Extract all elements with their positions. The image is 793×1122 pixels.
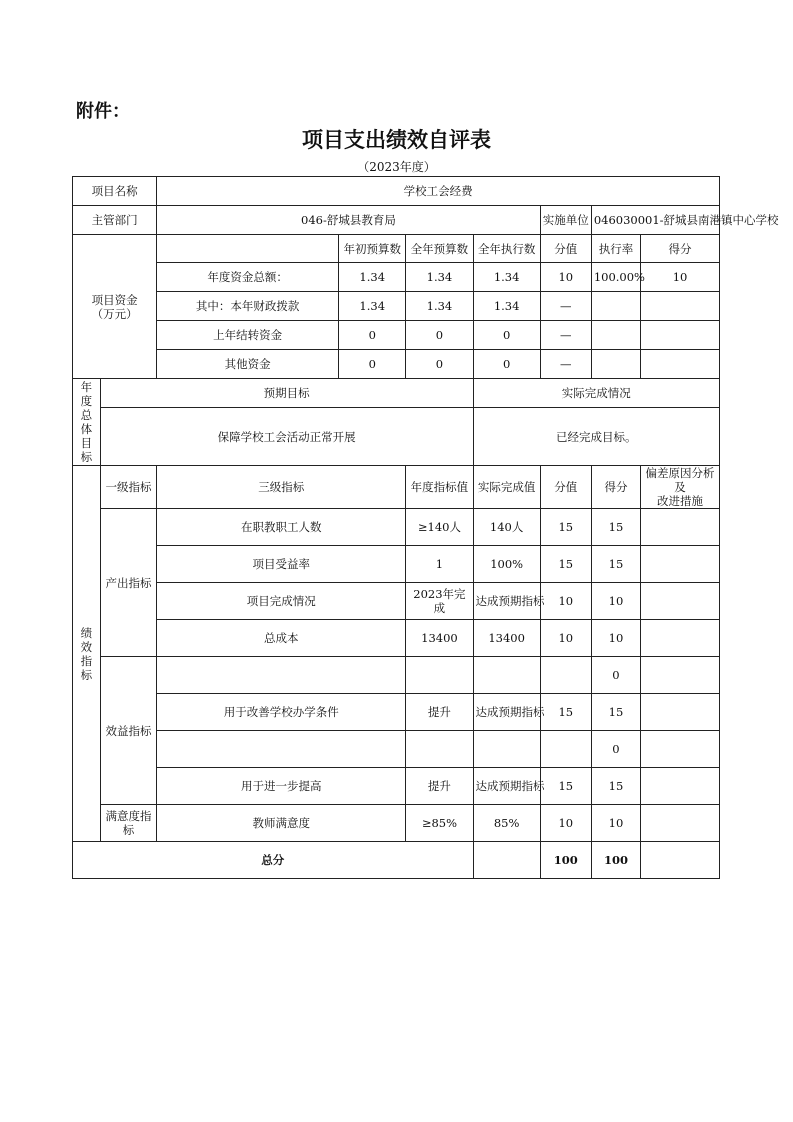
funds-header-blank bbox=[157, 235, 339, 263]
funds-executed: 0 bbox=[473, 350, 540, 379]
perf-indicator: 项目完成情况 bbox=[157, 583, 406, 620]
perf-value: 15 bbox=[540, 546, 591, 583]
performance-row bbox=[73, 509, 720, 546]
perf-indicator: 总成本 bbox=[157, 620, 406, 657]
perf-header: 年度指标值 bbox=[406, 466, 473, 509]
goals-actual-header: 实际完成情况 bbox=[473, 379, 719, 408]
perf-note bbox=[641, 768, 720, 805]
total-note bbox=[641, 842, 720, 879]
funds-header: 全年预算数 bbox=[406, 235, 473, 263]
perf-note bbox=[641, 583, 720, 620]
funds-initial: 1.34 bbox=[339, 263, 406, 292]
perf-indicator: 用于改善学校办学条件 bbox=[157, 694, 406, 731]
perf-header: 一级指标 bbox=[100, 466, 156, 509]
goals-expected-header: 预期目标 bbox=[100, 379, 473, 408]
perf-actual bbox=[473, 657, 540, 694]
perf-actual: 13400 bbox=[473, 620, 540, 657]
perf-header: 偏差原因分析及 改进措施 bbox=[641, 466, 720, 509]
funds-row-label: 其中：本年财政拨款 bbox=[157, 292, 339, 321]
perf-indicator: 项目受益率 bbox=[157, 546, 406, 583]
unit-label: 实施单位 bbox=[540, 206, 591, 235]
funds-executed: 1.34 bbox=[473, 292, 540, 321]
perf-actual: 85% bbox=[473, 805, 540, 842]
unit-value: 046030001-舒城县南港镇中心学校 bbox=[591, 206, 719, 235]
perf-target: 提升 bbox=[406, 768, 473, 805]
perf-indicator: 在职教职工人数 bbox=[157, 509, 406, 546]
funds-rate: 100.00% bbox=[591, 263, 640, 292]
performance-row bbox=[73, 583, 720, 620]
dept-value: 046-舒城县教育局 bbox=[157, 206, 541, 235]
perf-group-name: 满意度指 标 bbox=[100, 805, 156, 842]
funds-annual: 0 bbox=[406, 321, 473, 350]
perf-score: 10 bbox=[591, 583, 640, 620]
perf-score: 10 bbox=[591, 805, 640, 842]
perf-note bbox=[641, 731, 720, 768]
performance-row bbox=[73, 731, 720, 768]
perf-note bbox=[641, 546, 720, 583]
funds-score-value: 10 bbox=[540, 263, 591, 292]
perf-indicator: 教师满意度 bbox=[157, 805, 406, 842]
funds-executed: 0 bbox=[473, 321, 540, 350]
perf-score: 15 bbox=[591, 768, 640, 805]
perf-indicator bbox=[157, 657, 406, 694]
goals-actual: 已经完成目标。 bbox=[473, 408, 719, 466]
perf-score: 10 bbox=[591, 620, 640, 657]
perf-actual bbox=[473, 731, 540, 768]
funds-annual: 0 bbox=[406, 350, 473, 379]
perf-actual: 达成预期指标 bbox=[473, 583, 540, 620]
performance-row bbox=[73, 657, 720, 694]
funds-header: 年初预算数 bbox=[339, 235, 406, 263]
evaluation-table bbox=[72, 176, 779, 235]
funds-executed: 1.34 bbox=[473, 263, 540, 292]
perf-actual: 达成预期指标 bbox=[473, 694, 540, 731]
funds-header: 执行率 bbox=[591, 235, 640, 263]
perf-value bbox=[540, 731, 591, 768]
perf-note bbox=[641, 620, 720, 657]
perf-target bbox=[406, 657, 473, 694]
funds-score bbox=[641, 292, 720, 321]
perf-header: 三级指标 bbox=[157, 466, 406, 509]
perf-actual: 100% bbox=[473, 546, 540, 583]
funds-row-label: 其他资金 bbox=[157, 350, 339, 379]
funds-performance-table bbox=[72, 234, 720, 879]
perf-value: 15 bbox=[540, 694, 591, 731]
page-title: 项目支出绩效自评表 bbox=[302, 128, 491, 152]
perf-value: 15 bbox=[540, 768, 591, 805]
perf-value bbox=[540, 657, 591, 694]
funds-label: 项目资金 （万元） bbox=[73, 235, 157, 379]
perf-note bbox=[641, 509, 720, 546]
funds-score bbox=[641, 350, 720, 379]
funds-annual: 1.34 bbox=[406, 292, 473, 321]
perf-target bbox=[406, 731, 473, 768]
funds-annual: 1.34 bbox=[406, 263, 473, 292]
funds-initial: 0 bbox=[339, 350, 406, 379]
funds-initial: 0 bbox=[339, 321, 406, 350]
perf-target: 13400 bbox=[406, 620, 473, 657]
funds-rate bbox=[591, 350, 640, 379]
funds-row-label: 上年结转资金 bbox=[157, 321, 339, 350]
goals-label: 年度 总体 目标 bbox=[73, 379, 101, 466]
goals-expected: 保障学校工会活动正常开展 bbox=[100, 408, 473, 466]
total-score: 100 bbox=[591, 842, 640, 879]
perf-target: 2023年完成 bbox=[406, 583, 473, 620]
perf-indicator bbox=[157, 731, 406, 768]
funds-score bbox=[641, 321, 720, 350]
perf-score: 15 bbox=[591, 509, 640, 546]
perf-header: 实际完成值 bbox=[473, 466, 540, 509]
performance-row bbox=[73, 620, 720, 657]
project-name-label: 项目名称 bbox=[73, 177, 157, 206]
perf-value: 10 bbox=[540, 805, 591, 842]
funds-score-value: — bbox=[540, 292, 591, 321]
perf-score: 15 bbox=[591, 694, 640, 731]
perf-group-name: 产出指标 bbox=[100, 509, 156, 657]
perf-score: 0 bbox=[591, 731, 640, 768]
perf-target: ≥140人 bbox=[406, 509, 473, 546]
perf-header: 得分 bbox=[591, 466, 640, 509]
perf-value: 15 bbox=[540, 509, 591, 546]
performance-label: 绩效 指标 bbox=[73, 466, 101, 842]
perf-note bbox=[641, 805, 720, 842]
perf-target: 1 bbox=[406, 546, 473, 583]
perf-actual: 达成预期指标 bbox=[473, 768, 540, 805]
perf-note bbox=[641, 657, 720, 694]
perf-value: 10 bbox=[540, 583, 591, 620]
funds-row bbox=[73, 350, 720, 379]
perf-actual: 140人 bbox=[473, 509, 540, 546]
perf-indicator: 用于进一步提高 bbox=[157, 768, 406, 805]
funds-row-label: 年度资金总额： bbox=[157, 263, 339, 292]
funds-header: 分值 bbox=[540, 235, 591, 263]
perf-target: ≥85% bbox=[406, 805, 473, 842]
perf-value: 10 bbox=[540, 620, 591, 657]
total-label: 总分 bbox=[73, 842, 474, 879]
funds-row bbox=[73, 321, 720, 350]
year-label: （2023年度） bbox=[357, 160, 436, 174]
funds-header: 全年执行数 bbox=[473, 235, 540, 263]
funds-row bbox=[73, 292, 720, 321]
project-name: 学校工会经费 bbox=[157, 177, 720, 206]
funds-row bbox=[73, 263, 720, 292]
performance-row bbox=[73, 546, 720, 583]
performance-row bbox=[73, 694, 720, 731]
perf-group-name: 效益指标 bbox=[100, 657, 156, 805]
performance-row bbox=[73, 805, 720, 842]
dept-label: 主管部门 bbox=[73, 206, 157, 235]
perf-note bbox=[641, 694, 720, 731]
performance-row bbox=[73, 768, 720, 805]
perf-score: 0 bbox=[591, 657, 640, 694]
funds-score-value: — bbox=[540, 350, 591, 379]
perf-target: 提升 bbox=[406, 694, 473, 731]
funds-rate bbox=[591, 321, 640, 350]
funds-rate bbox=[591, 292, 640, 321]
total-value: 100 bbox=[540, 842, 591, 879]
total-actual bbox=[473, 842, 540, 879]
funds-header: 得分 bbox=[641, 235, 720, 263]
perf-score: 15 bbox=[591, 546, 640, 583]
funds-score: 10 bbox=[641, 263, 720, 292]
attachment-label: 附件： bbox=[76, 101, 130, 122]
funds-initial: 1.34 bbox=[339, 292, 406, 321]
funds-score-value: — bbox=[540, 321, 591, 350]
perf-header: 分值 bbox=[540, 466, 591, 509]
